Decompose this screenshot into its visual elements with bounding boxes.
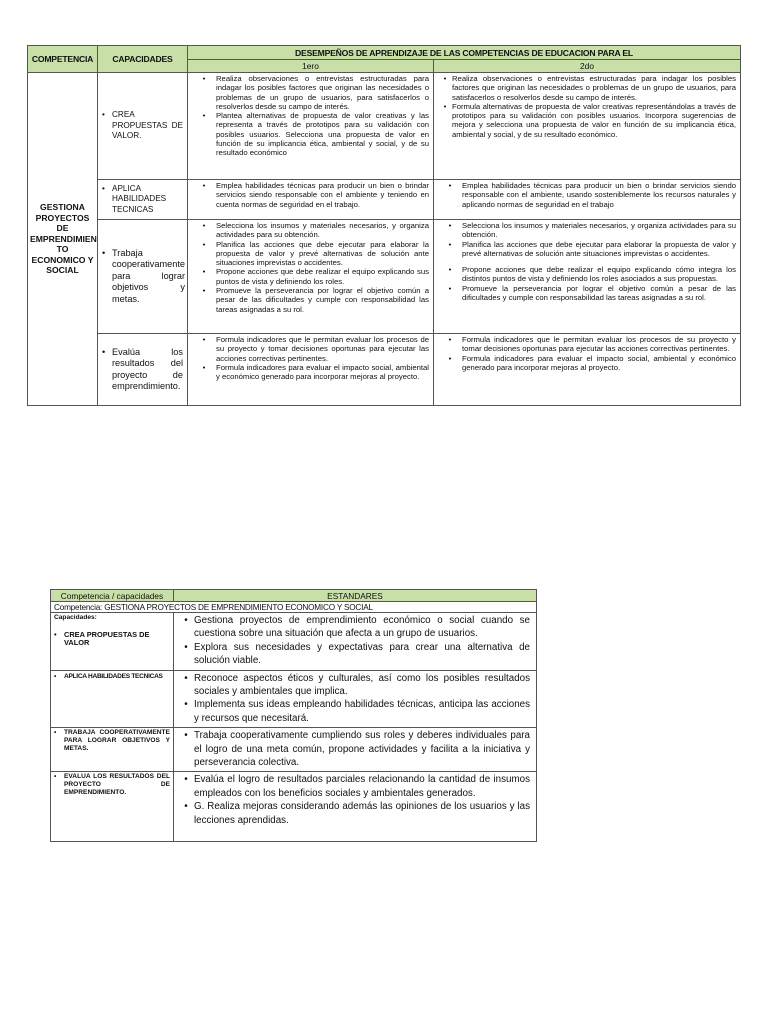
- bullet-icon: •: [184, 699, 188, 711]
- bullet-icon: •: [184, 641, 188, 653]
- list-item: • Promueve la perseverancia por lograr el objetivo común a pesar de las dificultades y cumple con responsabilidad las tareas asignadas a su rol.: [438, 284, 736, 303]
- estandares-header: ESTANDARES: [174, 590, 537, 602]
- list-item: • Realiza observaciones o entrevistas estructuradas para indagar los posibles factores que originan las necesidades o problemas de un grupo de usuarios, para satisfacerlos o resolverlos desde su campo de interés.: [438, 74, 736, 102]
- bullet-icon: •: [443, 101, 447, 111]
- competencia-capacidades-header: Competencia / capacidades: [51, 590, 174, 602]
- bullet-icon: •: [184, 730, 188, 742]
- desempenos-table: [27, 45, 741, 406]
- bullet-icon: •: [202, 221, 206, 230]
- capacidad-label: CREA PROPUESTAS DE VALOR: [64, 630, 150, 647]
- desempeno-1ero-cell: [188, 220, 434, 334]
- bullet-icon: •: [448, 221, 452, 230]
- bullet-icon: •: [54, 773, 57, 781]
- capacidad-label: APLICA HABILIDADES TECNICAS: [112, 183, 167, 214]
- grade-1-header: 1ero: [188, 60, 434, 73]
- bullet-icon: •: [184, 774, 188, 786]
- bullet-icon: •: [102, 183, 105, 193]
- list-item: • Explora sus necesidades y expectativas para crear una alternativa de solución viable.: [178, 641, 530, 668]
- capacidad-cell: [51, 670, 174, 728]
- list-item: • G. Realiza mejoras considerando además las opiniones de los usuarios y las lecciones aprendidas.: [178, 800, 530, 827]
- bullet-icon: •: [202, 111, 206, 121]
- bullet-icon: •: [448, 181, 452, 190]
- bullet-icon: •: [448, 265, 452, 275]
- list-item: • Formula indicadores para evaluar el impacto social, ambiental y económico generado para incorporar mejoras al proyecto.: [192, 363, 429, 382]
- bullet-icon: •: [448, 283, 452, 293]
- capacidad-cell: [98, 220, 188, 334]
- estandar-cell: [174, 613, 537, 671]
- list-item: • Evalúa el logro de resultados parciales relacionando la cantidad de insumos empleados con los beneficios sociales y ambientales generados.: [178, 773, 530, 800]
- desempeno-2do-cell: [434, 220, 741, 334]
- list-item: • Gestiona proyectos de emprendimiento económico o social cuando se cuestiona sobre una situación que afecta a un grupo de usuarios.: [178, 614, 530, 641]
- desempeno-1ero-cell: [188, 73, 434, 180]
- list-item: • Formula indicadores que le permitan evaluar los procesos de su proyecto y tomar decisiones oportunas para ejecutar las acciones correctivas pertinentes.: [192, 335, 429, 363]
- bullet-icon: •: [54, 630, 57, 639]
- list-item: • Emplea habilidades técnicas para producir un bien o brindar servicios siendo responsable con el ambiente, usando sosteniblemente los recursos naturales y aplicando normas de seguridad en el trabajo: [438, 181, 736, 209]
- bullet-icon: •: [54, 729, 57, 737]
- bullet-icon: •: [448, 335, 452, 344]
- list-item: • Implementa sus ideas empleando habilidades técnicas, anticipa las acciones y recursos que necesitará.: [178, 698, 530, 725]
- capacidad-cell: [98, 334, 188, 406]
- list-item: • Propone acciones que debe realizar el equipo explicando sus puntos de vista y definiendo los roles.: [192, 267, 429, 286]
- capacidad-cell: [98, 73, 188, 180]
- bullet-icon: •: [202, 181, 206, 190]
- capacidad-label: APLICA HABILIDADES TECNICAS: [64, 672, 163, 680]
- list-item: • Realiza observaciones o entrevistas estructuradas para indagar los posibles factores que originan las necesidades o problemas de un grupo de usuarios, para satisfacerlos o resolverlos desde su campo de interés.: [192, 74, 429, 111]
- desempeno-1ero-cell: [188, 180, 434, 220]
- bullet-icon: •: [448, 353, 452, 363]
- capacidades-label: Capacidades:: [54, 614, 97, 621]
- estandar-cell: [174, 670, 537, 728]
- list-item: • Reconoce aspectos éticos y culturales, así como los posibles resultados sociales y ambientales que implica.: [178, 672, 530, 699]
- estandares-table: [50, 589, 537, 842]
- bullet-icon: •: [202, 267, 206, 277]
- estandar-cell: [174, 772, 537, 842]
- competencia-row: Competencia: GESTIONA PROYECTOS DE EMPRENDIMIENTO ECONOMICO Y SOCIAL: [51, 602, 537, 613]
- capacidades-header: CAPACIDADES: [98, 46, 188, 73]
- capacidad-label: EVALUA LOS RESULTADOS DEL PROYECTO DE EMPRENDIMIENTO.: [64, 773, 170, 797]
- capacidad-cell: [51, 772, 174, 842]
- desempeno-2do-cell: [434, 73, 741, 180]
- bullet-icon: •: [202, 362, 206, 372]
- list-item: • Formula indicadores para evaluar el impacto social, ambiental y económico generado para incorporar mejoras al proyecto.: [438, 354, 736, 373]
- capacidad-label: Trabaja cooperativamente para lograr objetivos y metas.: [112, 247, 186, 304]
- bullet-icon: •: [54, 672, 57, 680]
- list-item: • Plantea alternativas de propuesta de valor creativas y las representa a través de prototipos para su validación con posibles usuarios. Selecciona una propuesta de valor en función de su implicancia ética, ambiental y social, y de su resultado económico: [192, 111, 429, 157]
- capacidad-label: TRABAJA COOPERATIVAMENTE PARA LOGRAR OBJETIVOS Y METAS.: [64, 729, 170, 753]
- bullet-icon: •: [443, 74, 447, 83]
- grade-2-header: 2do: [434, 60, 741, 73]
- desempeno-2do-cell: [434, 180, 741, 220]
- desempeno-2do-cell: [434, 334, 741, 406]
- capacidad-cell: [51, 728, 174, 772]
- competencia-text: GESTIONA PROYECTOS DE EMPRENDIMIEN TO ECONOMICO Y SOCIAL: [30, 202, 97, 276]
- estandar-cell: [174, 728, 537, 772]
- capacidad-cell: [98, 180, 188, 220]
- list-item: • Trabaja cooperativamente cumpliendo sus roles y deberes individuales para el logro de una meta común, propone actividades y facilita a la iniciativa y perseverancia colectiva.: [178, 729, 530, 769]
- bullet-icon: •: [202, 286, 206, 296]
- list-item: • Selecciona los insumos y materiales necesarios, y organiza actividades para su obtención.: [438, 221, 736, 240]
- bullet-icon: •: [102, 247, 106, 258]
- bullet-icon: •: [202, 74, 206, 83]
- list-item: • Planifica las acciones que debe ejecutar para elaborar la propuesta de valor y prevé alternativas de solución ante situaciones imprevistas o accidentes.: [438, 240, 736, 259]
- capacidad-label: CREA PROPUESTAS DE VALOR.: [112, 110, 183, 141]
- desempeno-1ero-cell: [188, 334, 434, 406]
- bullet-icon: •: [102, 346, 106, 357]
- list-item: • Selecciona los insumos y materiales necesarios, y organiza actividades para su obtención.: [192, 221, 429, 240]
- list-item: • Planifica las acciones que debe ejecutar para elaborar la propuesta de valor y prevé alternativas de solución ante situaciones imprevistas o accidentes.: [192, 240, 429, 268]
- competencia-header: COMPETENCIA: [28, 46, 98, 73]
- bullet-icon: •: [184, 672, 188, 684]
- list-item: • Promueve la perseverancia por lograr el objetivo común a pesar de las dificultades y cumple con responsabilidad las tareas asignadas a su rol.: [192, 286, 429, 314]
- bullet-icon: •: [202, 239, 206, 249]
- list-item: • Formula alternativas de propuesta de valor creativas representándolas a través de prototipos para su validación con posibles usuarios. Incorpora sugerencias de mejora y selecciona una propuesta de valor en función de su implicancia ética, ambiental y social, y de su resultado económico.: [438, 102, 736, 139]
- list-item: • Emplea habilidades técnicas para producir un bien o brindar servicios siendo responsable con el ambiente y teniendo en cuenta normas de seguridad en el trabajo.: [192, 181, 429, 209]
- bullet-icon: •: [184, 801, 188, 813]
- competencia-cell: [28, 73, 98, 406]
- bullet-icon: •: [202, 335, 206, 344]
- list-item: • Propone acciones que debe realizar el equipo explicando cómo integra los distintos puntos de vista y definiendo los roles asociados a sus propuestas.: [438, 265, 736, 284]
- bullet-icon: •: [102, 110, 105, 120]
- capacidad-label: Evalúa los resultados del proyecto de emprendimiento.: [112, 346, 183, 391]
- bullet-icon: •: [448, 239, 452, 249]
- list-item: • Formula indicadores que le permitan evaluar los procesos de su proyecto y tomar decisiones oportunas para ejecutar las acciones correctivas pertinentes.: [438, 335, 736, 354]
- capacidad-cell: [51, 613, 174, 671]
- bullet-icon: •: [184, 615, 188, 626]
- desempenos-header: DESEMPEÑOS DE APRENDIZAJE DE LAS COMPETENCIAS DE EDUCACION PARA EL: [188, 46, 741, 60]
